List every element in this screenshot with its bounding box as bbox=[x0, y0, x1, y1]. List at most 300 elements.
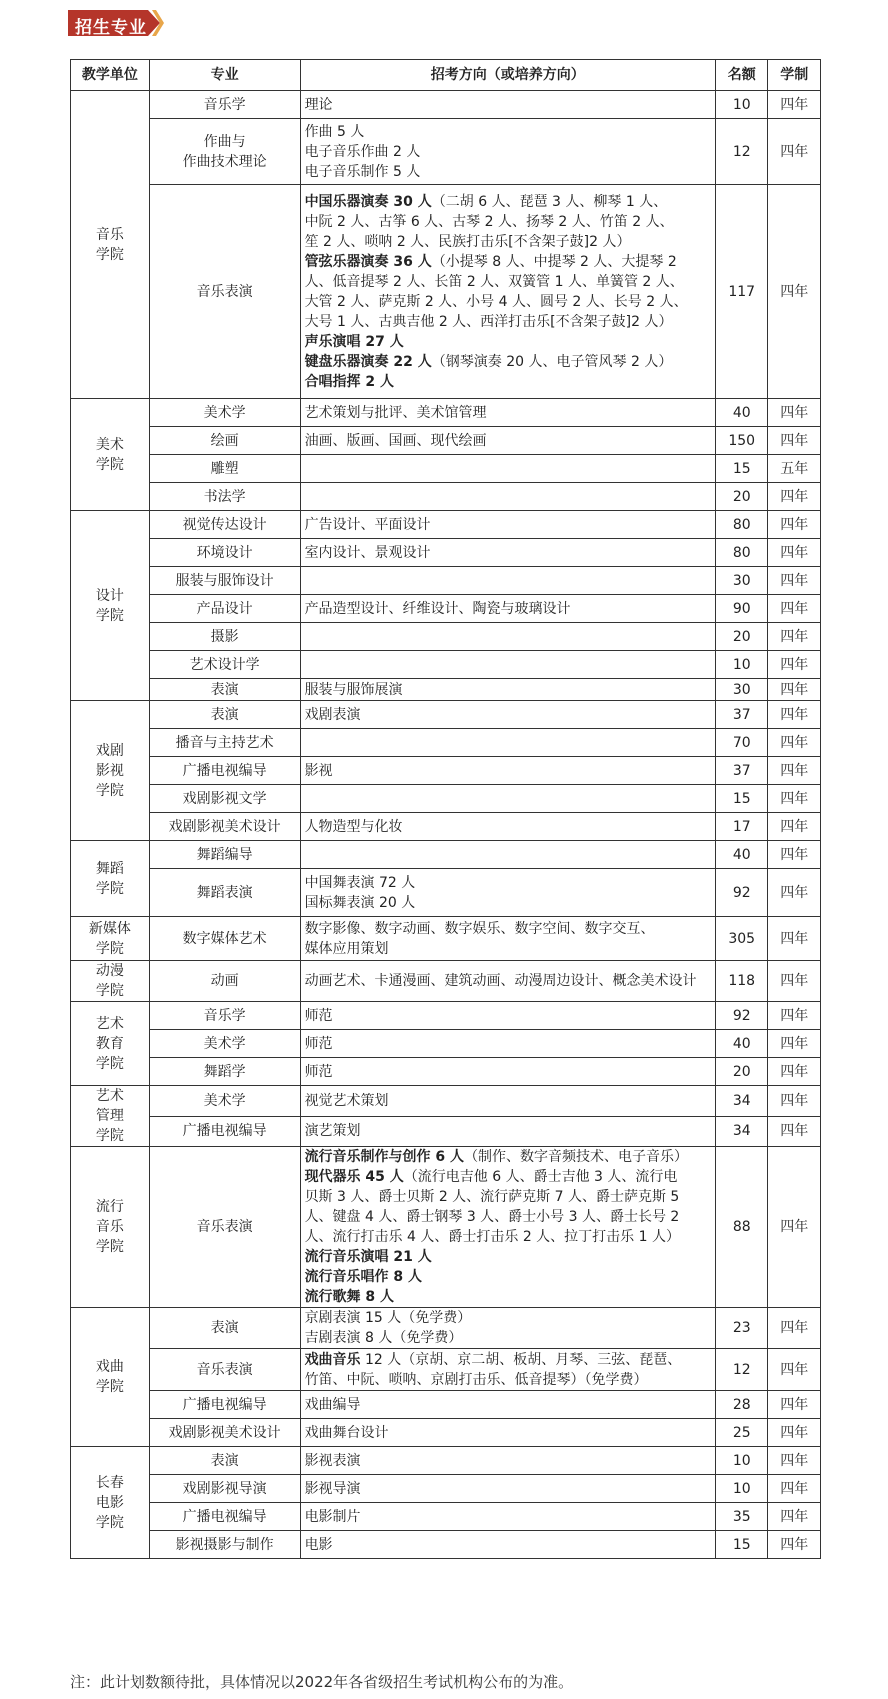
table-row bbox=[71, 1391, 821, 1419]
direction-line bbox=[305, 893, 711, 913]
unit-name-line: 长春 bbox=[95, 1474, 124, 1491]
quota-cell: 25 bbox=[716, 1419, 768, 1447]
footnote: 注：此计划数额待批，具体情况以2022年各省级招生考试机构公布的为准。 bbox=[70, 1673, 574, 1691]
quota-cell: 37 bbox=[716, 757, 768, 785]
direction-line bbox=[305, 352, 711, 372]
quota-cell: 117 bbox=[716, 185, 768, 399]
direction-text: 人、流行打击乐 4 人、爵士打击乐 2 人、拉丁打击乐 1 人） bbox=[304, 1229, 680, 1245]
table-row bbox=[71, 1308, 821, 1349]
quota-cell: 40 bbox=[716, 399, 768, 427]
direction-text: 中国舞表演 72 人 bbox=[304, 874, 416, 891]
quota-cell: 12 bbox=[716, 1349, 768, 1391]
major-cell bbox=[149, 1419, 300, 1447]
duration-cell: 四年 bbox=[768, 1147, 821, 1308]
major-name: 舞蹈学 bbox=[203, 1063, 246, 1080]
duration-cell: 四年 bbox=[768, 1349, 821, 1391]
major-name: 广播电视编导 bbox=[182, 1508, 267, 1525]
duration-cell: 四年 bbox=[768, 1116, 821, 1147]
direction-line bbox=[305, 252, 711, 272]
direction-text: 人、低音提琴 2 人、长笛 2 人、双簧管 1 人、单簧管 2 人、 bbox=[304, 273, 684, 290]
table-row bbox=[71, 1002, 821, 1030]
header-quota: 名额 bbox=[716, 60, 768, 91]
direction-text: 吉剧表演 8 人（免学费） bbox=[304, 1330, 463, 1346]
unit-cell bbox=[71, 1002, 150, 1086]
unit-cell bbox=[71, 91, 150, 399]
major-cell bbox=[149, 427, 300, 455]
major-name: 舞蹈表演 bbox=[196, 884, 253, 901]
unit-name-line: 学院 bbox=[95, 1128, 124, 1144]
major-name: 美术学 bbox=[203, 1092, 246, 1109]
duration-cell: 四年 bbox=[768, 917, 821, 961]
direction-cell bbox=[300, 1531, 715, 1559]
direction-cell bbox=[300, 483, 715, 511]
quota-cell: 40 bbox=[716, 1030, 768, 1058]
direction-line bbox=[305, 312, 711, 332]
table-row bbox=[71, 757, 821, 785]
unit-cell bbox=[71, 701, 150, 841]
direction-line bbox=[305, 232, 711, 252]
quota-cell: 20 bbox=[716, 1058, 768, 1086]
direction-cell bbox=[300, 701, 715, 729]
direction-line bbox=[305, 332, 711, 352]
major-cell bbox=[149, 623, 300, 651]
table-row bbox=[71, 1503, 821, 1531]
direction-line bbox=[305, 372, 711, 392]
major-name: 音乐表演 bbox=[196, 283, 253, 300]
unit-name-line: 戏剧 bbox=[95, 742, 124, 759]
major-name: 影视摄影与制作 bbox=[175, 1536, 274, 1553]
direction-text: 国标舞表演 20 人 bbox=[304, 894, 416, 911]
major-cell bbox=[149, 961, 300, 1002]
major-cell bbox=[149, 595, 300, 623]
direction-line bbox=[305, 1535, 711, 1555]
direction-text: 动画艺术、卡通漫画、建筑动画、动漫周边设计、概念美术设计 bbox=[304, 973, 697, 989]
direction-text: 演艺策划 bbox=[304, 1123, 361, 1140]
header-direction: 招考方向（或培养方向） bbox=[300, 60, 715, 91]
unit-name-line: 动漫 bbox=[95, 963, 124, 979]
direction-bold-text: 中国乐器演奏 30 人 bbox=[304, 193, 432, 210]
direction-text: 影视导演 bbox=[304, 1480, 361, 1497]
table-row bbox=[71, 651, 821, 679]
direction-text: 电子音乐作曲 2 人 bbox=[304, 143, 421, 160]
unit-name-line: 音乐 bbox=[95, 1219, 124, 1235]
quota-cell: 15 bbox=[716, 785, 768, 813]
direction-cell bbox=[300, 813, 715, 841]
table-row bbox=[71, 539, 821, 567]
direction-line bbox=[305, 403, 711, 423]
duration-cell: 四年 bbox=[768, 701, 821, 729]
direction-cell bbox=[300, 757, 715, 785]
table-row bbox=[71, 701, 821, 729]
quota-cell: 80 bbox=[716, 539, 768, 567]
table-row bbox=[71, 961, 821, 1002]
table-row bbox=[71, 729, 821, 757]
direction-line bbox=[305, 939, 711, 959]
major-cell bbox=[149, 511, 300, 539]
direction-line bbox=[305, 1034, 711, 1054]
duration-cell: 四年 bbox=[768, 1475, 821, 1503]
table-row bbox=[71, 1531, 821, 1559]
quota-cell: 90 bbox=[716, 595, 768, 623]
direction-line bbox=[305, 1451, 711, 1471]
major-cell bbox=[149, 701, 300, 729]
major-cell bbox=[149, 1116, 300, 1147]
direction-line bbox=[305, 212, 711, 232]
unit-cell bbox=[71, 1308, 150, 1447]
direction-line bbox=[305, 1091, 711, 1111]
duration-cell: 四年 bbox=[768, 1447, 821, 1475]
unit-name-line: 学院 bbox=[95, 456, 124, 473]
direction-text: 中阮 2 人、古筝 6 人、古琴 2 人、扬琴 2 人、竹笛 2 人、 bbox=[304, 213, 674, 230]
direction-text: 师范 bbox=[304, 1063, 333, 1080]
table-row bbox=[71, 813, 821, 841]
table-row bbox=[71, 427, 821, 455]
direction-line bbox=[305, 1062, 711, 1082]
direction-line bbox=[305, 1227, 711, 1247]
duration-cell: 四年 bbox=[768, 679, 821, 701]
direction-text: 电影 bbox=[304, 1536, 333, 1553]
major-cell bbox=[149, 1002, 300, 1030]
unit-name-line: 设计 bbox=[95, 587, 124, 604]
major-cell bbox=[149, 785, 300, 813]
direction-line bbox=[305, 1267, 711, 1287]
direction-bold-text: 流行音乐制作与创作 6 人 bbox=[304, 1149, 465, 1165]
direction-line bbox=[305, 817, 711, 837]
unit-name-line: 学院 bbox=[95, 1379, 124, 1395]
major-cell bbox=[149, 185, 300, 399]
direction-line bbox=[305, 192, 711, 212]
table-row bbox=[71, 185, 821, 399]
direction-bold-text: 戏曲音乐 bbox=[304, 1351, 361, 1368]
unit-name-line: 电影 bbox=[95, 1494, 124, 1511]
duration-cell: 四年 bbox=[768, 1030, 821, 1058]
duration-cell: 五年 bbox=[768, 455, 821, 483]
direction-line bbox=[305, 1350, 711, 1370]
table-row bbox=[71, 917, 821, 961]
table-row bbox=[71, 1058, 821, 1086]
direction-line bbox=[305, 1247, 711, 1267]
direction-line bbox=[305, 162, 711, 182]
direction-text: 京剧表演 15 人（免学费） bbox=[304, 1310, 472, 1326]
table-row bbox=[71, 841, 821, 869]
major-cell bbox=[149, 483, 300, 511]
direction-line bbox=[305, 292, 711, 312]
unit-name-line: 戏曲 bbox=[95, 1359, 124, 1375]
unit-cell bbox=[71, 961, 150, 1002]
direction-line bbox=[305, 1287, 711, 1307]
direction-line bbox=[305, 705, 711, 725]
duration-cell: 四年 bbox=[768, 595, 821, 623]
duration-cell: 四年 bbox=[768, 729, 821, 757]
major-name: 作曲与 bbox=[203, 133, 246, 150]
major-name: 音乐学 bbox=[203, 96, 246, 113]
major-cell bbox=[149, 1475, 300, 1503]
unit-cell bbox=[71, 1147, 150, 1308]
major-name: 表演 bbox=[210, 706, 239, 723]
duration-cell: 四年 bbox=[768, 399, 821, 427]
direction-text: 艺术策划与批评、美术馆管理 bbox=[304, 404, 487, 421]
direction-line bbox=[305, 1423, 711, 1443]
duration-cell: 四年 bbox=[768, 427, 821, 455]
unit-name-line: 美术 bbox=[95, 436, 124, 453]
table-row bbox=[71, 623, 821, 651]
direction-bold-text: 键盘乐器演奏 22 人 bbox=[304, 353, 432, 370]
direction-line bbox=[305, 1147, 711, 1167]
major-name: 数字媒体艺术 bbox=[182, 930, 267, 947]
duration-cell: 四年 bbox=[768, 623, 821, 651]
major-name: 作曲技术理论 bbox=[182, 153, 267, 170]
duration-cell: 四年 bbox=[768, 185, 821, 399]
banner-title: 招生专业 bbox=[75, 18, 147, 38]
duration-cell: 四年 bbox=[768, 1531, 821, 1559]
duration-cell: 四年 bbox=[768, 119, 821, 185]
duration-cell: 四年 bbox=[768, 961, 821, 1002]
duration-cell: 四年 bbox=[768, 757, 821, 785]
table-row bbox=[71, 1475, 821, 1503]
table-row bbox=[71, 1116, 821, 1147]
direction-line bbox=[305, 1308, 711, 1328]
major-name: 美术学 bbox=[203, 404, 246, 421]
direction-text: 电子音乐制作 5 人 bbox=[304, 163, 421, 180]
major-name: 动画 bbox=[210, 973, 239, 989]
direction-cell bbox=[300, 1503, 715, 1531]
direction-cell bbox=[300, 841, 715, 869]
direction-cell bbox=[300, 1086, 715, 1117]
unit-name-line: 流行 bbox=[95, 1199, 124, 1215]
major-name: 表演 bbox=[210, 1452, 239, 1469]
direction-text: 视觉艺术策划 bbox=[304, 1092, 389, 1109]
direction-line bbox=[305, 142, 711, 162]
direction-cell bbox=[300, 1419, 715, 1447]
unit-name-line: 艺术 bbox=[95, 1015, 124, 1032]
major-cell bbox=[149, 119, 300, 185]
major-name: 视觉传达设计 bbox=[182, 516, 267, 533]
major-name: 艺术设计学 bbox=[189, 656, 260, 673]
duration-cell: 四年 bbox=[768, 841, 821, 869]
direction-text: 竹笛、中阮、唢呐、京剧打击乐、低音提琴）（免学费） bbox=[304, 1371, 648, 1388]
quota-cell: 12 bbox=[716, 119, 768, 185]
quota-cell: 92 bbox=[716, 869, 768, 917]
direction-cell bbox=[300, 1447, 715, 1475]
direction-cell bbox=[300, 427, 715, 455]
direction-bold-text: 声乐演唱 27 人 bbox=[304, 333, 404, 350]
quota-cell: 20 bbox=[716, 483, 768, 511]
table-row bbox=[71, 679, 821, 701]
direction-line bbox=[305, 272, 711, 292]
unit-name-line: 教育 bbox=[95, 1035, 124, 1052]
direction-cell bbox=[300, 539, 715, 567]
unit-name-line: 管理 bbox=[95, 1108, 124, 1124]
table-row bbox=[71, 91, 821, 119]
quota-cell: 30 bbox=[716, 679, 768, 701]
enrollment-table bbox=[70, 59, 821, 1559]
direction-cell bbox=[300, 595, 715, 623]
direction-line bbox=[305, 1006, 711, 1026]
major-name: 广播电视编导 bbox=[182, 1123, 267, 1140]
direction-line bbox=[305, 919, 711, 939]
direction-cell bbox=[300, 729, 715, 757]
direction-text: 电影制片 bbox=[304, 1508, 361, 1525]
major-name: 戏剧影视美术设计 bbox=[168, 1424, 281, 1441]
direction-text: 影视表演 bbox=[304, 1452, 361, 1469]
direction-text: 影视 bbox=[304, 762, 333, 779]
direction-line bbox=[305, 1370, 711, 1390]
duration-cell: 四年 bbox=[768, 1058, 821, 1086]
duration-cell: 四年 bbox=[768, 539, 821, 567]
table-row bbox=[71, 455, 821, 483]
major-cell bbox=[149, 539, 300, 567]
direction-cell bbox=[300, 679, 715, 701]
direction-bold-text: 管弦乐器演奏 36 人 bbox=[304, 253, 432, 270]
direction-cell bbox=[300, 91, 715, 119]
header-major: 专业 bbox=[149, 60, 300, 91]
unit-name-line: 艺术 bbox=[95, 1088, 124, 1104]
direction-cell bbox=[300, 869, 715, 917]
direction-cell bbox=[300, 1058, 715, 1086]
duration-cell: 四年 bbox=[768, 567, 821, 595]
unit-name-line: 影视 bbox=[95, 762, 124, 779]
direction-line bbox=[305, 971, 711, 991]
quota-cell: 92 bbox=[716, 1002, 768, 1030]
direction-text: 戏曲编导 bbox=[304, 1396, 361, 1413]
direction-cell bbox=[300, 1147, 715, 1308]
direction-text: 油画、版画、国画、现代绘画 bbox=[304, 432, 487, 449]
duration-cell: 四年 bbox=[768, 1391, 821, 1419]
table-body bbox=[71, 91, 821, 1559]
direction-cell bbox=[300, 961, 715, 1002]
major-cell bbox=[149, 869, 300, 917]
direction-cell bbox=[300, 1308, 715, 1349]
unit-name-line: 学院 bbox=[95, 940, 124, 957]
unit-name-line: 学院 bbox=[95, 246, 124, 263]
unit-name-line: 学院 bbox=[95, 782, 124, 799]
header-duration: 学制 bbox=[768, 60, 821, 91]
major-name: 音乐学 bbox=[203, 1007, 246, 1024]
major-cell bbox=[149, 1447, 300, 1475]
direction-line bbox=[305, 1395, 711, 1415]
direction-cell bbox=[300, 399, 715, 427]
quota-cell: 10 bbox=[716, 1475, 768, 1503]
quota-cell: 118 bbox=[716, 961, 768, 1002]
major-cell bbox=[149, 917, 300, 961]
quota-cell: 23 bbox=[716, 1308, 768, 1349]
major-cell bbox=[149, 1030, 300, 1058]
duration-cell: 四年 bbox=[768, 1419, 821, 1447]
quota-cell: 37 bbox=[716, 701, 768, 729]
direction-text: 师范 bbox=[304, 1007, 333, 1024]
unit-name-line: 学院 bbox=[95, 1055, 124, 1072]
direction-line bbox=[305, 122, 711, 142]
unit-name-line: 学院 bbox=[95, 983, 124, 999]
major-cell bbox=[149, 1147, 300, 1308]
direction-cell bbox=[300, 1475, 715, 1503]
major-cell bbox=[149, 1391, 300, 1419]
direction-line bbox=[305, 599, 711, 619]
direction-line bbox=[305, 543, 711, 563]
quota-cell: 30 bbox=[716, 567, 768, 595]
unit-cell bbox=[71, 1086, 150, 1147]
quota-cell: 15 bbox=[716, 455, 768, 483]
major-name: 戏剧影视文学 bbox=[182, 790, 267, 807]
duration-cell: 四年 bbox=[768, 651, 821, 679]
table-row bbox=[71, 1030, 821, 1058]
major-name: 表演 bbox=[210, 1320, 239, 1336]
direction-cell bbox=[300, 185, 715, 399]
major-cell bbox=[149, 757, 300, 785]
direction-cell bbox=[300, 511, 715, 539]
quota-cell: 80 bbox=[716, 511, 768, 539]
major-name: 绘画 bbox=[210, 432, 239, 449]
major-name: 美术学 bbox=[203, 1035, 246, 1052]
major-cell bbox=[149, 1503, 300, 1531]
table-header-row bbox=[71, 60, 821, 91]
direction-cell bbox=[300, 651, 715, 679]
major-name: 播音与主持艺术 bbox=[175, 734, 274, 751]
duration-cell: 四年 bbox=[768, 511, 821, 539]
major-cell bbox=[149, 1531, 300, 1559]
major-name: 表演 bbox=[210, 681, 239, 698]
direction-text: 服装与服饰展演 bbox=[304, 681, 403, 698]
direction-text: 12 人（京胡、京二胡、板胡、月琴、三弦、琵琶、 bbox=[360, 1351, 682, 1368]
direction-text: （二胡 6 人、琵琶 3 人、柳琴 1 人、 bbox=[431, 193, 668, 210]
table-row bbox=[71, 869, 821, 917]
major-name: 舞蹈编导 bbox=[196, 846, 253, 863]
unit-name-line: 学院 bbox=[95, 1239, 124, 1255]
quota-cell: 15 bbox=[716, 1531, 768, 1559]
direction-line bbox=[305, 1167, 711, 1187]
quota-cell: 150 bbox=[716, 427, 768, 455]
duration-cell: 四年 bbox=[768, 869, 821, 917]
quota-cell: 40 bbox=[716, 841, 768, 869]
direction-cell bbox=[300, 455, 715, 483]
major-cell bbox=[149, 679, 300, 701]
direction-text: （流行电吉他 6 人、爵士吉他 3 人、流行电 bbox=[403, 1169, 678, 1185]
major-cell bbox=[149, 455, 300, 483]
direction-bold-text: 流行音乐演唱 21 人 bbox=[304, 1249, 432, 1265]
direction-text: 师范 bbox=[304, 1035, 333, 1052]
direction-line bbox=[305, 680, 711, 700]
major-name: 音乐表演 bbox=[196, 1219, 253, 1235]
unit-name-line: 舞蹈 bbox=[95, 860, 124, 877]
unit-cell bbox=[71, 399, 150, 511]
major-name: 戏剧影视美术设计 bbox=[168, 818, 281, 835]
major-cell bbox=[149, 729, 300, 757]
major-cell bbox=[149, 1308, 300, 1349]
direction-text: 人物造型与化妆 bbox=[304, 818, 403, 835]
major-cell bbox=[149, 1086, 300, 1117]
major-name: 雕塑 bbox=[210, 460, 239, 477]
direction-cell bbox=[300, 1391, 715, 1419]
direction-cell bbox=[300, 917, 715, 961]
unit-cell bbox=[71, 841, 150, 917]
direction-line bbox=[305, 1187, 711, 1207]
quota-cell: 305 bbox=[716, 917, 768, 961]
direction-text: （钢琴演奏 20 人、电子管风琴 2 人） bbox=[431, 353, 673, 370]
major-cell bbox=[149, 841, 300, 869]
direction-text: 贝斯 3 人、爵士贝斯 2 人、流行萨克斯 7 人、爵士萨克斯 5 bbox=[304, 1189, 680, 1205]
quota-cell: 34 bbox=[716, 1086, 768, 1117]
direction-cell bbox=[300, 1349, 715, 1391]
direction-text: 作曲 5 人 bbox=[304, 123, 365, 140]
table-row bbox=[71, 119, 821, 185]
quota-cell: 70 bbox=[716, 729, 768, 757]
duration-cell: 四年 bbox=[768, 1308, 821, 1349]
quota-cell: 10 bbox=[716, 91, 768, 119]
quota-cell: 20 bbox=[716, 623, 768, 651]
unit-cell bbox=[71, 1447, 150, 1559]
major-cell bbox=[149, 1058, 300, 1086]
table-row bbox=[71, 785, 821, 813]
